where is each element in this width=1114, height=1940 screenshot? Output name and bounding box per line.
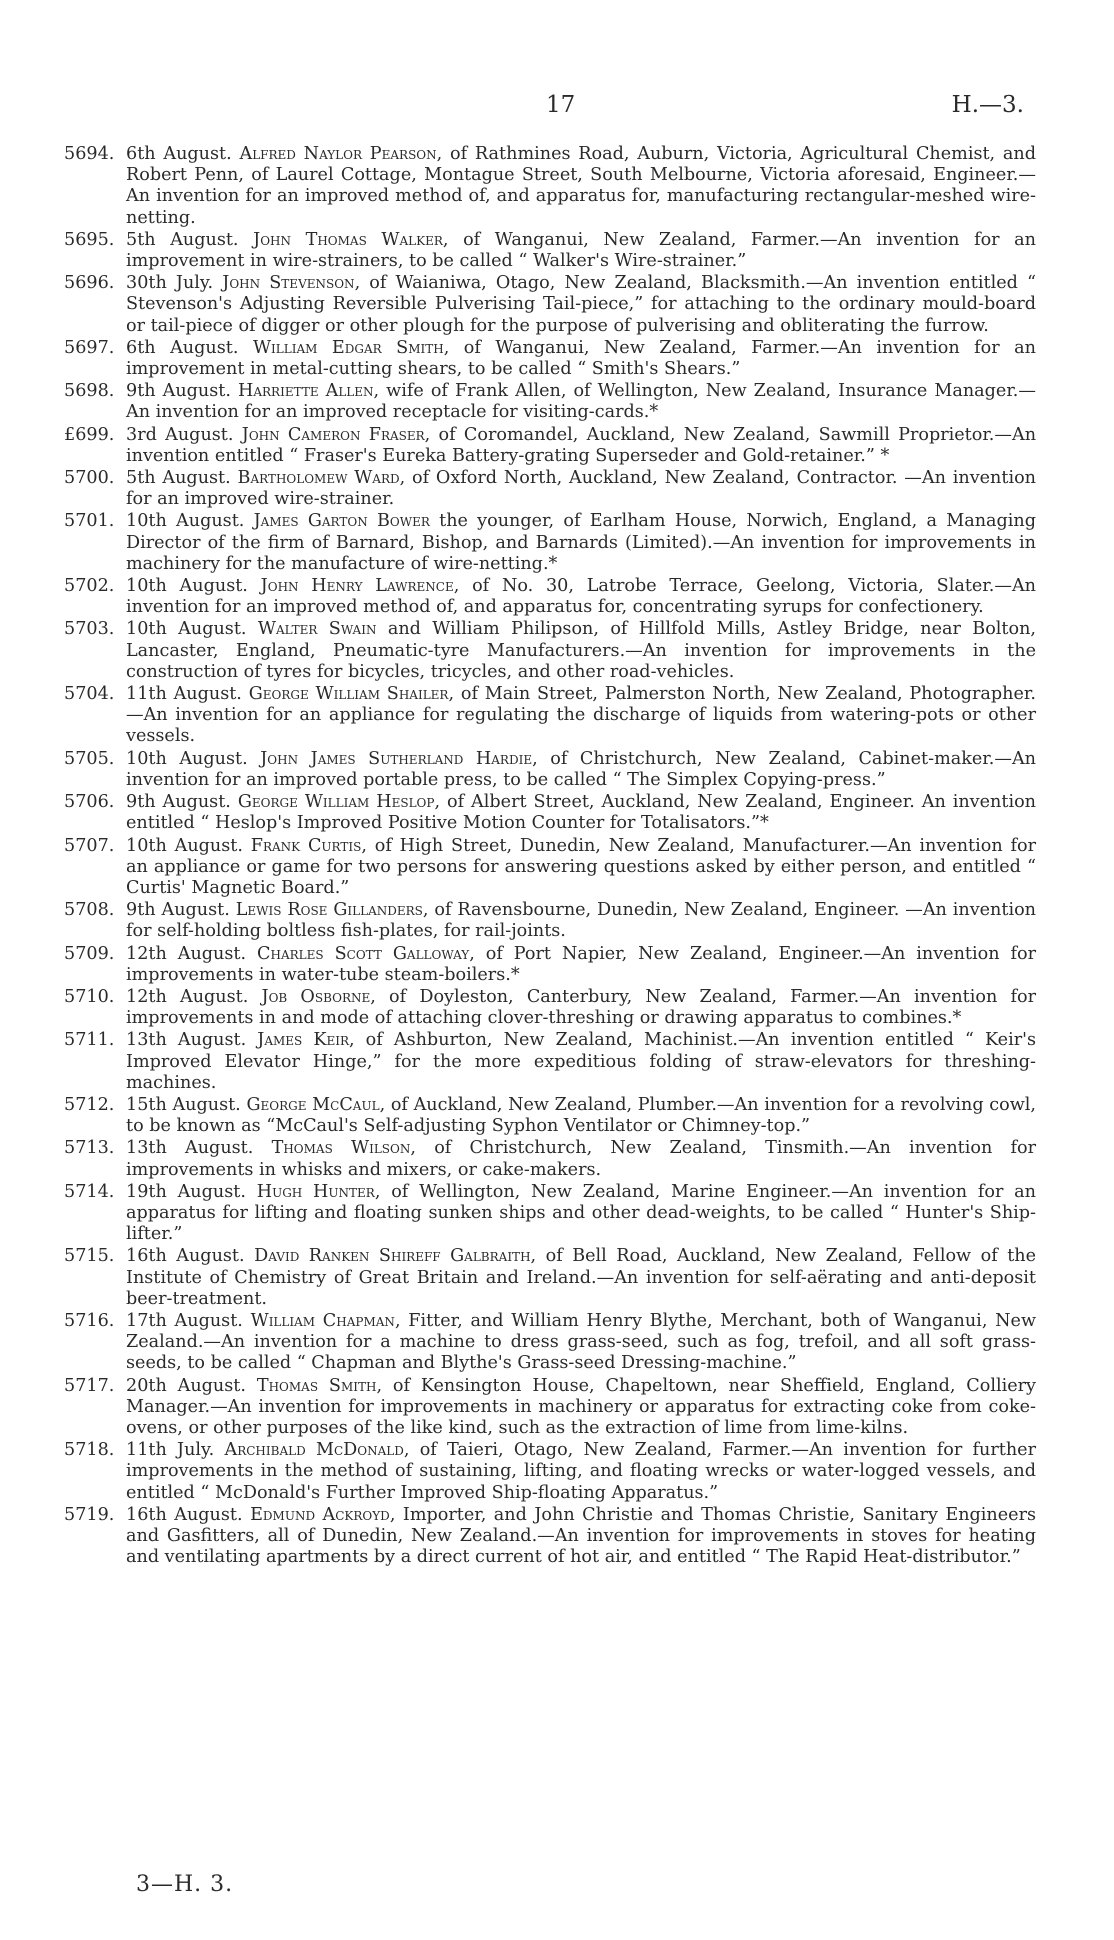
entry-text: , of Wanganui, New Zealand, Farmer.—An invention for an improvement in wire-strainers, to be called “ Walker's Wire-strainer.” (126, 229, 1037, 272)
entry-applicant: John James Sutherland Hardie (260, 748, 533, 769)
entry-date: 19th August. (126, 1181, 246, 1202)
entry-text: , Fitter, and William Henry Blythe, Merchant, both of Wanganui, New Zealand.—An invention for a machine to dress grass-seed, such as fog, trefoil, and all soft grass-seeds, to be called “ Chapman and Blythe's Grass-seed Dressing-machine.” (126, 1310, 1037, 1374)
entry-applicant: William Edgar Smith (252, 337, 444, 358)
entry-number: 5718. (64, 1440, 115, 1461)
entry-text: , of Waianiwa, Otago, New Zealand, Blacksmith.—An invention entitled “ Stevenson's Adjusting Reversible Pulverising Tail-piece,” for attaching to the ordinary mould-board or tail-piece of digger or other plough for the purpose of pulverising and obliterating the furrow. (126, 273, 1037, 336)
entry-date: 13th August. (126, 1138, 254, 1159)
entry-date: 11th August. (126, 684, 242, 705)
patent-entry (0, 273, 1114, 337)
entry-date: 16th August. (126, 1504, 243, 1525)
entry-text: , of High Street, Dunedin, New Zealand, Manufacturer.—An invention for an appliance or game for two persons for answering questions asked by either person, and entitled “ Curtis' Magnetic Board.” (126, 835, 1036, 898)
patent-entry (0, 749, 1114, 791)
entry-applicant: Edmund Ackroyd (250, 1504, 390, 1525)
entry-text: , of Coromandel, Auckland, New Zealand, Sawmill Proprietor.—An invention entitled “ Fraser's Eureka Battery-grating Superseder and Gold-retainer.” * (126, 424, 1037, 466)
patent-entry (0, 1182, 1114, 1246)
entry-number: 5709. (64, 943, 115, 964)
entry-date: 9th August. (126, 900, 230, 921)
entry-number: 5695. (64, 229, 115, 250)
patent-entry (0, 1376, 1114, 1440)
entry-text: , of Main Street, Palmerston North, New Zealand, Photographer.—An invention for an appliance for regulating the discharge of liquids from watering-pots or other vessels. (126, 684, 1036, 747)
entry-text: , Importer, and John Christie and Thomas Christie, Sanitary Engineers and Gasfitters, all of Dunedin, New Zealand.—An invention for improvements in stoves for heating and ventilating apartments by a direct current of hot air, and entitled “ The Rapid Heat-distributor.” (126, 1504, 1037, 1568)
entry-date: 6th August. (126, 144, 232, 164)
entry-number: £699. (64, 424, 115, 445)
entry-text: , of Auckland, New Zealand, Plumber.—An invention for a revolving cowl, to be known as “McCaul's Self-adjusting Syphon Ventilator or Chimney-top.” (126, 1094, 1037, 1137)
entry-text: , of Christchurch, New Zealand, Tinsmith.—An invention for improvements in whisks and mixers, or cake-makers. (126, 1138, 1037, 1180)
entry-applicant: John Cameron Fraser (241, 424, 425, 445)
entry-date: 30th July. (126, 273, 214, 294)
entry-text: , of Port Napier, New Zealand, Engineer.—An invention for improvements in water-tube steam-boilers.* (126, 943, 1037, 985)
patent-entry (0, 944, 1114, 986)
entry-number: 5707. (64, 835, 115, 856)
entry-number: 5714. (64, 1181, 115, 1202)
patent-entry (0, 1095, 1114, 1137)
entry-date: 10th August. (126, 748, 248, 769)
entry-text: the younger, of Earlham House, Norwich, England, a Managing Director of the firm of Barnard, Bishop, and Barnards (Limited).—An invention for improvements in machinery for the manufacture of wire-netting.* (126, 511, 1036, 574)
entry-date: 10th August. (126, 511, 245, 532)
entry-applicant: George William Heslop (237, 792, 435, 813)
entry-date: 13th August. (126, 1030, 247, 1051)
patent-entry (0, 381, 1114, 423)
entry-number: 5717. (64, 1375, 115, 1396)
entry-applicant: Thomas Wilson (271, 1138, 411, 1159)
patent-entry (0, 1440, 1114, 1504)
entry-date: 6th August. (126, 337, 239, 358)
entry-applicant: Frank Curtis (250, 835, 362, 856)
entry-number: 5710. (64, 986, 115, 1007)
entry-applicant: Harriette Allen (238, 381, 374, 402)
entry-text: , of Christchurch, New Zealand, Cabinet-maker.—An invention for an improved portable press, to be called “ The Simplex Copying-press.” (126, 748, 1037, 790)
entry-applicant: Lewis Rose Gillanders (235, 900, 423, 921)
entry-date: 17th August. (126, 1310, 243, 1331)
patent-entry (0, 576, 1114, 618)
entry-applicant: Hugh Hunter (256, 1181, 375, 1202)
entry-number: 5702. (64, 576, 115, 597)
patent-entry (0, 144, 1114, 229)
entry-applicant: George McCaul (246, 1094, 380, 1115)
signature-mark: 3—H. 3. (136, 1872, 234, 1897)
patent-entry (0, 511, 1114, 575)
patent-entry (0, 619, 1114, 683)
patent-entry (0, 684, 1114, 748)
entry-applicant: Walter Swain (257, 619, 377, 640)
patent-entry (0, 1246, 1114, 1310)
page-header (0, 92, 1114, 126)
entry-text: , of Taieri, Otago, New Zealand, Farmer.—An invention for further improvements in the method of sustaining, lifting, and floating wrecks or water-logged vessels, and entitled “ McDonald's Further Improved Ship-floating Apparatus.” (126, 1440, 1036, 1503)
entry-number: 5708. (64, 900, 115, 921)
patent-entry (0, 425, 1114, 467)
entry-applicant: John Henry Lawrence (260, 576, 454, 597)
entry-text: , of Wellington, New Zealand, Marine Engineer.—An invention for an apparatus for lifting and floating sunken ships and other dead-weights, to be called “ Hunter's Ship-lifter.” (126, 1181, 1037, 1245)
patent-entry (0, 230, 1114, 272)
entry-text: , of No. 30, Latrobe Terrace, Geelong, Victoria, Slater.—An invention for an improved method of, and apparatus for, concentrating syrups for confectionery. (126, 576, 1036, 618)
entry-text: , of Ravensbourne, Dunedin, New Zealand, Engineer. —An invention for self-holding boltless fish-plates, for rail-joints. (126, 900, 1037, 942)
entry-date: 9th August. (126, 381, 231, 402)
entry-text: , of Ashburton, New Zealand, Machinist.—An invention entitled “ Keir's Improved Elevator Hinge,” for the more expeditious folding of straw-elevators for threshing-machines. (126, 1030, 1036, 1093)
patent-entry (0, 900, 1114, 942)
entry-number: 5706. (64, 792, 115, 813)
entry-number: 5694. (64, 144, 115, 164)
entry-applicant: Charles Scott Galloway (257, 943, 470, 964)
entry-text: , of Oxford North, Auckland, New Zealand, Contractor. —An invention for an improved wire-strainer. (126, 468, 1036, 510)
entry-text: , of Kensington House, Chapeltown, near Sheffield, England, Colliery Manager.—An invention for improvements in machinery or apparatus for extracting coke from coke-ovens, or other purposes of the like kind, such as the extraction of lime from lime-kilns. (126, 1375, 1036, 1438)
entry-date: 12th August. (126, 986, 249, 1007)
entry-date: 5th August. (126, 468, 231, 489)
entry-number: 5697. (64, 337, 115, 358)
entry-number: 5703. (64, 619, 115, 640)
entry-date: 10th August. (126, 835, 243, 856)
entry-text: , of Rathmines Road, Auburn, Victoria, Agricultural Chemist, and Robert Penn, of Laurel Cottage, Montague Street, South Melbourne, Victoria aforesaid, Engineer.—An invention for an improved method of, and apparatus for, manufacturing rectangular-meshed wire-netting. (126, 144, 1037, 228)
entry-applicant: Archibald McDonald (224, 1440, 404, 1461)
patent-entry (0, 836, 1114, 900)
entry-applicant: David Ranken Shireff Galbraith (254, 1246, 531, 1267)
entry-number: 5700. (64, 468, 115, 489)
entry-text: , of Doyleston, Canterbury, New Zealand, Farmer.—An invention for improvements in and mode of attaching clover-threshing or drawing apparatus to combines.* (126, 986, 1036, 1029)
patent-entry (0, 1030, 1114, 1094)
entry-date: 10th August. (126, 576, 248, 597)
entry-date: 15th August. (126, 1094, 241, 1115)
entry-number: 5712. (64, 1094, 115, 1115)
patent-entry (0, 468, 1114, 510)
entry-text: , wife of Frank Allen, of Wellington, New Zealand, Insurance Manager.—An invention for an improved receptacle for visiting-cards.* (126, 381, 1036, 423)
entry-date: 16th August. (126, 1246, 245, 1267)
patent-entry (0, 1311, 1114, 1375)
entry-applicant: John Stevenson (222, 273, 355, 294)
patent-entry (0, 987, 1114, 1029)
entry-number: 5715. (64, 1246, 115, 1267)
entry-applicant: James Keir (257, 1030, 350, 1051)
entry-number: 5719. (64, 1504, 115, 1525)
entry-number: 5711. (64, 1030, 115, 1051)
entry-text: , of Wanganui, New Zealand, Farmer.—An invention for an improvement in metal-cutting shears, to be called “ Smith's Shears.” (126, 337, 1037, 380)
entry-applicant: James Garton Bower (253, 511, 430, 532)
patent-entry (0, 792, 1114, 834)
patent-entry (0, 1138, 1114, 1180)
entry-number: 5713. (64, 1138, 115, 1159)
entry-date: 3rd August. (126, 424, 234, 445)
entry-text: and William Philipson, of Hillfold Mills, Astley Bridge, near Bolton, Lancaster, England, Pneumatic-tyre Manufacturers.—An invention for improvements in the construction of tyres for bicycles, tricycles, and other road-vehicles. (126, 619, 1037, 682)
document-ref: H.—3. (951, 92, 1024, 118)
entry-number: 5701. (64, 511, 115, 532)
entry-number: 5716. (64, 1310, 115, 1331)
entry-date: 10th August. (126, 619, 247, 640)
entry-number: 5696. (64, 273, 115, 294)
entry-applicant: Bartholomew Ward (237, 468, 400, 489)
entry-number: 5698. (64, 381, 115, 402)
entry-applicant: John Thomas Walker (253, 229, 443, 250)
entry-number: 5704. (64, 684, 115, 705)
entry-date: 20th August. (126, 1375, 246, 1396)
patent-entry (0, 338, 1114, 380)
entry-text: , of Albert Street, Auckland, New Zealand, Engineer. An invention entitled “ Heslop's Improved Positive Motion Counter for Totalisators.”* (126, 792, 1036, 834)
entry-number: 5705. (64, 748, 115, 769)
entry-date: 12th August. (126, 943, 247, 964)
entry-applicant: William Chapman (250, 1310, 395, 1331)
entry-text: , of Bell Road, Auckland, New Zealand, Fellow of the Institute of Chemistry of Great Britain and Ireland.—An invention for self-aërating and anti-deposit beer-treatment. (126, 1246, 1037, 1309)
page-number: 17 (546, 92, 576, 118)
patent-entry-list (0, 144, 1114, 1569)
entry-date: 9th August. (126, 792, 231, 813)
entry-applicant: Alfred Naylor Pearson (239, 144, 437, 164)
entry-date: 11th July. (126, 1440, 215, 1461)
patent-entry (0, 1505, 1114, 1569)
entry-applicant: Thomas Smith (256, 1375, 377, 1396)
entry-applicant: Job Osborne (261, 986, 371, 1007)
entry-date: 5th August. (126, 229, 239, 250)
entry-applicant: George William Shailer (248, 684, 449, 705)
